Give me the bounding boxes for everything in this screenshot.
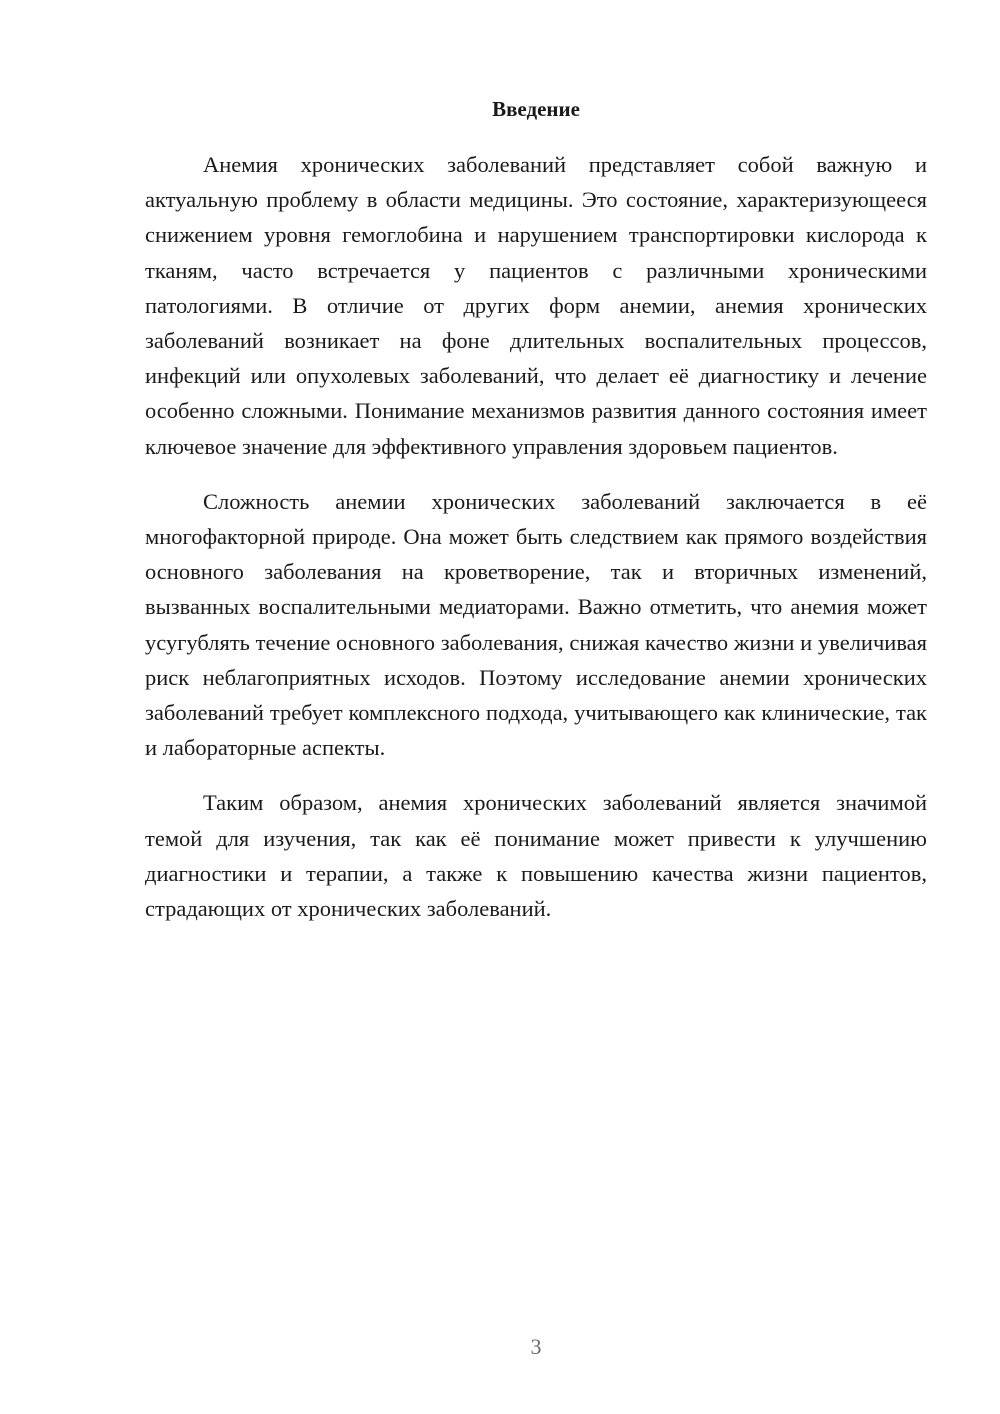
page-content <box>145 92 927 946</box>
section-heading: Введение <box>492 97 580 121</box>
paragraph-3: Таким образом, анемия хронических заболеваний является значимой темой для изучения, так как её понимание может привести к улучшению диагностики и терапии, а также к повышению качества жизни пациентов, страдающих от хронических заболеваний. <box>145 790 927 922</box>
paragraph-2: Сложность анемии хронических заболеваний заключается в её многофакторной природе. Она может быть следствием как прямого воздействия основного заболевания на кроветворение, так и вторичных изменений, вызванных воспалительными медиаторами. Важно отметить, что анемия может усугублять течение основного заболевания, снижая качество жизни и увеличивая риск неблагоприятных исходов. Поэтому исследование анемии хронических заболеваний требует комплексного подхода, учитывающего как клинические, так и лабораторные аспекты. <box>145 488 927 761</box>
paragraph-1: Анемия хронических заболеваний представляет собой важную и актуальную проблему в области медицины. Это состояние, характеризующееся снижением уровня гемоглобина и нарушением транспортировки кислорода к тканям, часто встречается у пациентов с различными хроническими патологиями. В отличие от других форм анемии, анемия хронических заболеваний возникает на фоне длительных воспалительных процессов, инфекций или опухолевых заболеваний, что делает её диагностику и лечение особенно сложными. Понимание механизмов развития данного состояния имеет ключевое значение для эффективного управления здоровьем пациентов. <box>145 152 927 459</box>
page-number: 3 <box>530 1334 542 1359</box>
